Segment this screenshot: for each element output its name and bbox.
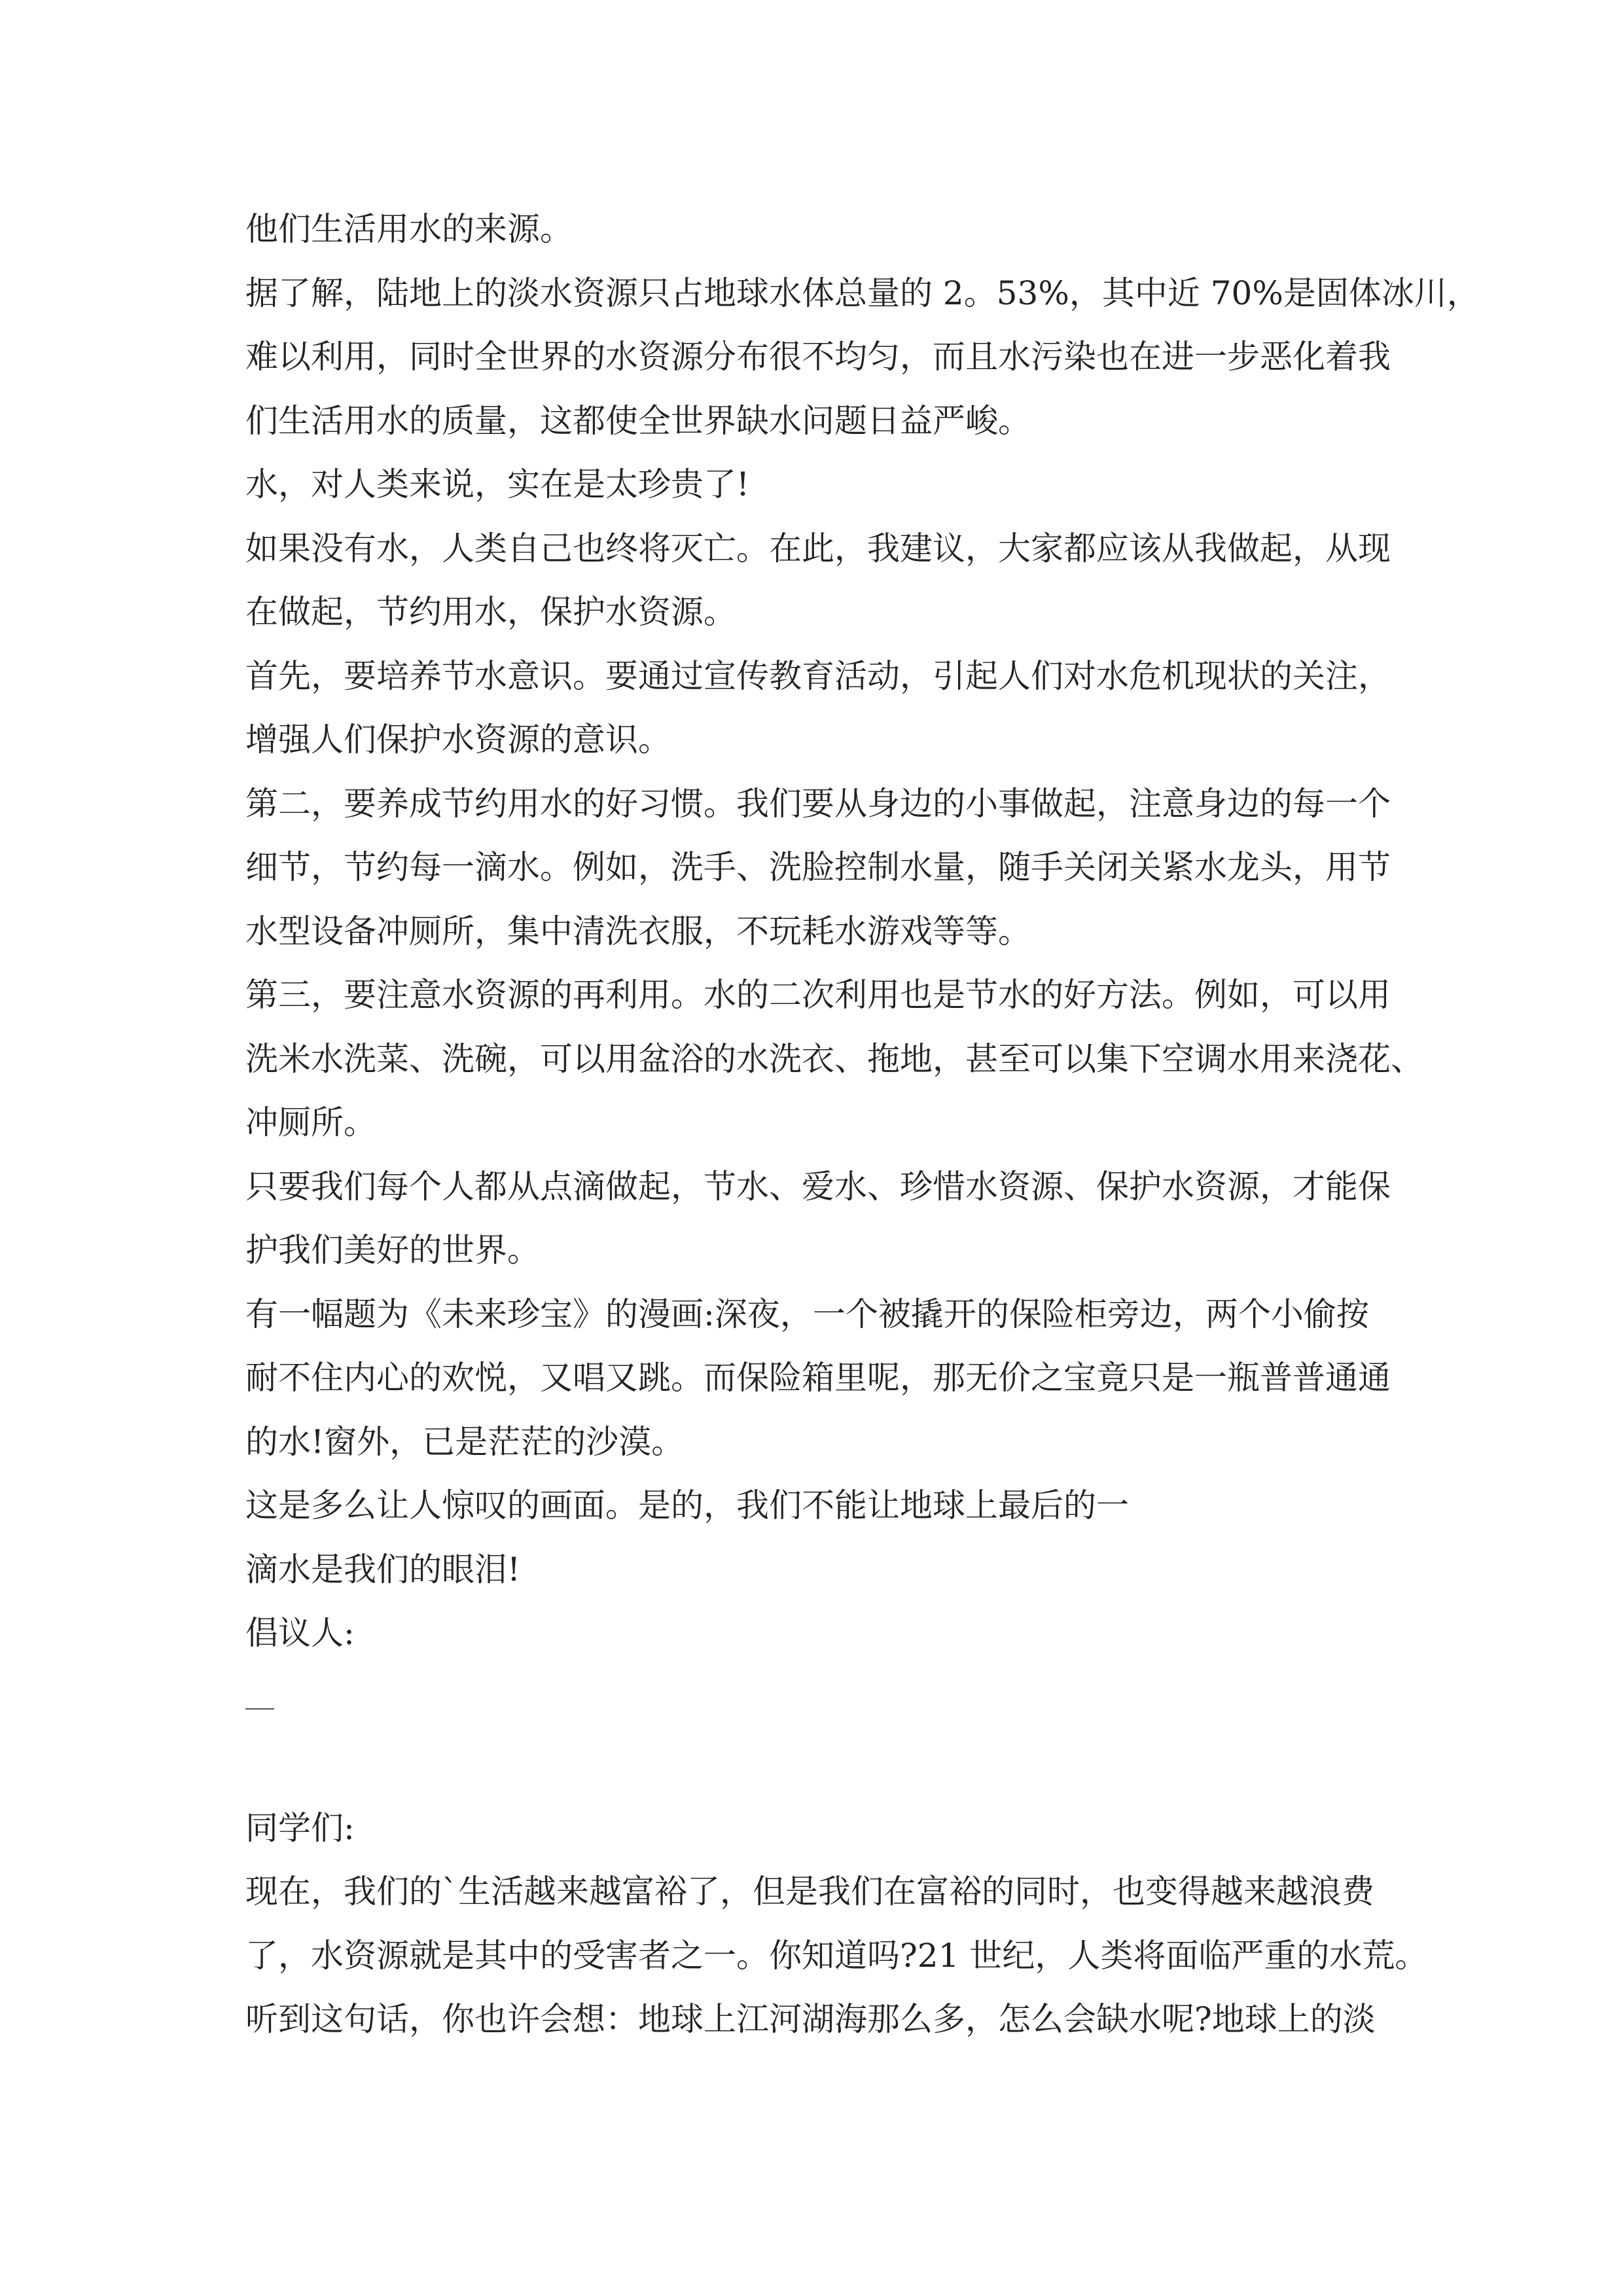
text-line: 耐不住内心的欢悦，又唱又跳。而保险箱里呢，那无价之宝竟只是一瓶普普通通 [245,1359,1391,1397]
proposer-signature-label: 倡议人: [245,1614,355,1652]
text-line: 增强人们保护水资源的意识。 [245,721,671,759]
section-divider [245,1708,274,1710]
salutation: 同学们: [245,1809,355,1847]
text-line: 水，对人类来说，实在是太珍贵了! [245,465,750,503]
text-line: 了，水资源就是其中的受害者之一。你知道吗?21 世纪，人类将面临严重的水荒。 [245,1937,1428,1975]
text-line: 听到这句话，你也许会想：地球上江河湖海那么多，怎么会缺水呢?地球上的淡 [245,2000,1376,2038]
text-line: 护我们美好的世界。 [245,1231,540,1269]
text-line: 洗米水洗菜、洗碗，可以用盆浴的水洗衣、拖地，甚至可以集下空调水用来浇花、 [245,1040,1423,1078]
text-line: 第二，要养成节约用水的好习惯。我们要从身边的小事做起，注意身边的每一个 [245,785,1391,823]
text-line: 这是多么让人惊叹的画面。是的，我们不能让地球上最后的一 [245,1486,1129,1524]
text-line: 只要我们每个人都从点滴做起，节水、爱水、珍惜水资源、保护水资源，才能保 [245,1168,1391,1206]
text-line: 细节，节约每一滴水。例如，洗手、洗脸控制水量，随手关闭关紧水龙头，用节 [245,848,1391,886]
text-line: 水型设备冲厕所，集中清洗衣服，不玩耗水游戏等等。 [245,912,1031,950]
text-line: 滴水是我们的眼泪! [245,1551,521,1588]
text-line: 们生活用水的质量，这都使全世界缺水问题日益严峻。 [245,402,1031,440]
text-line: 有一幅题为《未来珍宝》的漫画:深夜，一个被撬开的保险柜旁边，两个小偷按 [245,1295,1369,1333]
text-line: 难以利用，同时全世界的水资源分布很不均匀，而且水污染也在进一步恶化着我 [245,338,1391,376]
text-line: 第三，要注意水资源的再利用。水的二次利用也是节水的好方法。例如，可以用 [245,976,1391,1014]
text-line: 在做起，节约用水，保护水资源。 [245,593,736,631]
text-line: 冲厕所。 [245,1103,376,1141]
text-line: 他们生活用水的来源。 [245,210,573,248]
text-line: 的水!窗外，已是茫茫的沙漠。 [245,1423,685,1461]
text-line: 如果没有水，人类自己也终将灭亡。在此，我建议，大家都应该从我做起，从现 [245,529,1391,567]
text-line: 据了解，陆地上的淡水资源只占地球水体总量的 2。53%，其中近 70%是固体冰川， [245,274,1480,312]
text-line: 现在，我们的`生活越来越富裕了，但是我们在富裕的同时，也变得越来越浪费 [245,1873,1374,1910]
text-line: 首先，要培养节水意识。要通过宣传教育活动，引起人们对水危机现状的关注， [245,657,1391,695]
